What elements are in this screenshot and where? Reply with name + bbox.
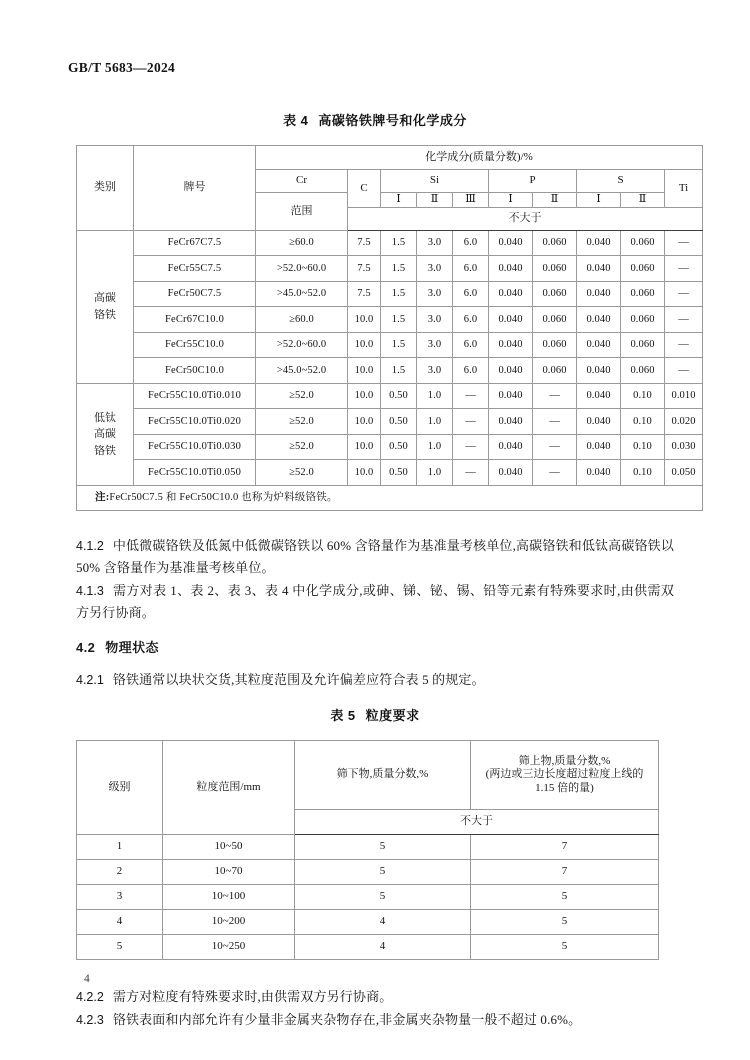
table4-th-si: Si xyxy=(381,170,489,193)
table4-row xyxy=(77,434,703,460)
table5-caption xyxy=(76,705,674,724)
table4-cell-p1: 0.040 xyxy=(489,332,533,358)
clause-4-2-1-number: 4.2.1 xyxy=(76,672,104,687)
table5-th-oversize-line2: (两边或三边长度超过粒度上线的 xyxy=(485,768,644,781)
table4-cell-p2: — xyxy=(533,434,577,460)
table4-cell-grade: FeCr67C10.0 xyxy=(134,307,256,333)
table4-cell-si3: — xyxy=(453,460,489,486)
table4-cell-c: 10.0 xyxy=(348,332,381,358)
table4-cell-si2: 3.0 xyxy=(417,230,453,256)
table4-cell-cr: >52.0~60.0 xyxy=(256,332,348,358)
table4-th-s-1: Ⅰ xyxy=(577,193,621,208)
table4-cell-ti: 0.010 xyxy=(665,383,703,409)
table5-row xyxy=(77,860,659,885)
clause-4-2-3-text: 铬铁表面和内部允许有少量非金属夹杂物存在,非金属夹杂物量一般不超过 0.6%。 xyxy=(112,1011,582,1027)
table4-cell-cr: >45.0~52.0 xyxy=(256,281,348,307)
table5-th-not-greater-than: 不大于 xyxy=(295,810,659,835)
table4-cell-si3: 6.0 xyxy=(453,256,489,282)
table4-th-si-3: Ⅲ xyxy=(453,193,489,208)
table4-row xyxy=(77,358,703,384)
table4-th-p-2: Ⅱ xyxy=(533,193,577,208)
table5-th-oversize xyxy=(471,741,659,810)
table4-cell-p2: — xyxy=(533,409,577,435)
table4-cell-si3: — xyxy=(453,409,489,435)
table4-cell-grade: FeCr67C7.5 xyxy=(134,230,256,256)
table4-cell-s2: 0.060 xyxy=(621,230,665,256)
table4-cell-si3: 6.0 xyxy=(453,358,489,384)
table4-th-cr-range: 范围 xyxy=(256,193,348,231)
table4-cell-si3: 6.0 xyxy=(453,307,489,333)
clause-4-2-3 xyxy=(76,1009,674,1032)
table5-caption-title: 粒度要求 xyxy=(365,708,420,724)
table4-cell-c: 10.0 xyxy=(348,358,381,384)
table4-cell-c: 7.5 xyxy=(348,256,381,282)
clause-4-2-2-text: 需方对粒度有特殊要求时,由供需双方另行协商。 xyxy=(112,989,393,1005)
table4-cell-grade: FeCr55C10.0Ti0.050 xyxy=(134,460,256,486)
table4-cell-cr: ≥60.0 xyxy=(256,230,348,256)
table4-cell-si2: 3.0 xyxy=(417,332,453,358)
table5-th-undersize: 筛下物,质量分数,% xyxy=(295,741,471,810)
table4-cell-cr: ≥52.0 xyxy=(256,460,348,486)
table4-row xyxy=(77,307,703,333)
table4-cell-si3: 6.0 xyxy=(453,230,489,256)
table4-cell-ti: — xyxy=(665,230,703,256)
table4-th-s-2: Ⅱ xyxy=(621,193,665,208)
table4-cell-ti: — xyxy=(665,332,703,358)
table4-header-row-1 xyxy=(77,146,703,170)
table5-cell-level: 3 xyxy=(77,885,163,910)
table4-caption-number: 表 4 xyxy=(283,113,309,128)
table4-cell-s1: 0.040 xyxy=(577,307,621,333)
table4-cell-s2: 0.060 xyxy=(621,332,665,358)
table4-row xyxy=(77,281,703,307)
table4-cell-p2: 0.060 xyxy=(533,281,577,307)
table5-cell-undersize: 5 xyxy=(295,835,471,860)
table5-row xyxy=(77,935,659,960)
table4-cell-p2: — xyxy=(533,383,577,409)
clause-4-1-3-number: 4.1.3 xyxy=(76,583,104,598)
table4-cell-ti: — xyxy=(665,256,703,282)
table4-cell-si2: 3.0 xyxy=(417,256,453,282)
table4-cell-p2: 0.060 xyxy=(533,358,577,384)
table5-cell-level: 5 xyxy=(77,935,163,960)
clause-4-1-2-text: 中低微碳铬铁及低氮中低微碳铬铁以 60% 含铬量作为基准量考核单位,高碳铬铁和低钛高碳铬铁以 50% 含铬量作为基准量考核单位。 xyxy=(76,537,674,576)
table4-th-grade: 牌号 xyxy=(134,146,256,231)
table4-th-p-1: Ⅰ xyxy=(489,193,533,208)
table4-cell-p2: 0.060 xyxy=(533,307,577,333)
table4-cell-c: 10.0 xyxy=(348,434,381,460)
table5-row xyxy=(77,885,659,910)
table4-cell-p1: 0.040 xyxy=(489,256,533,282)
clause-4-2-1-text: 铬铁通常以块状交货,其粒度范围及允许偏差应符合表 5 的规定。 xyxy=(112,671,485,687)
table4-cell-si2: 3.0 xyxy=(417,281,453,307)
table5-cell-size_range: 10~50 xyxy=(163,835,295,860)
table4-cell-s2: 0.10 xyxy=(621,434,665,460)
table5-cell-level: 4 xyxy=(77,910,163,935)
table5-cell-oversize: 7 xyxy=(471,835,659,860)
table5-caption-number: 表 5 xyxy=(330,708,356,724)
table4-cell-ti: — xyxy=(665,358,703,384)
table4-cell-s1: 0.040 xyxy=(577,460,621,486)
table4-cell-grade: FeCr50C7.5 xyxy=(134,281,256,307)
table4-cell-si3: 6.0 xyxy=(453,332,489,358)
clause-4-1-2-number: 4.1.2 xyxy=(76,538,104,553)
table4-cell-s1: 0.040 xyxy=(577,332,621,358)
table5-cell-undersize: 5 xyxy=(295,885,471,910)
table4-note: 注:FeCr50C7.5 和 FeCr50C10.0 也称为炉料级铬铁。 xyxy=(77,485,703,510)
table4-cell-si2: 3.0 xyxy=(417,307,453,333)
table4-cell-s2: 0.10 xyxy=(621,409,665,435)
table4-caption xyxy=(76,110,674,129)
table4-row xyxy=(77,409,703,435)
table4-cell-c: 10.0 xyxy=(348,460,381,486)
clause-4-2-2 xyxy=(76,986,674,1009)
clause-4-2-2-number: 4.2.2 xyxy=(76,990,104,1005)
table4-head xyxy=(77,146,703,231)
table5-cell-size_range: 10~100 xyxy=(163,885,295,910)
table4-cell-s1: 0.040 xyxy=(577,358,621,384)
table4-cell-c: 10.0 xyxy=(348,383,381,409)
table4-cell-ti: 0.030 xyxy=(665,434,703,460)
table5-cell-level: 1 xyxy=(77,835,163,860)
table4-cell-grade: FeCr55C10.0Ti0.010 xyxy=(134,383,256,409)
table5-cell-size_range: 10~70 xyxy=(163,860,295,885)
table4-cell-s2: 0.060 xyxy=(621,281,665,307)
table4-th-si-1: Ⅰ xyxy=(381,193,417,208)
table4-th-not-greater-than: 不大于 xyxy=(348,207,703,230)
table4-cell-si1: 1.5 xyxy=(381,307,417,333)
table4-cell-grade: FeCr55C7.5 xyxy=(134,256,256,282)
table4-cell-p2: 0.060 xyxy=(533,256,577,282)
table4-cell-cr: >45.0~52.0 xyxy=(256,358,348,384)
table4-row xyxy=(77,256,703,282)
table4-th-p: P xyxy=(489,170,577,193)
table4-cell-s2: 0.060 xyxy=(621,256,665,282)
clause-4-2-1 xyxy=(76,669,674,692)
table4-cell-si1: 0.50 xyxy=(381,409,417,435)
table4-cell-si3: — xyxy=(453,434,489,460)
table5-th-oversize-line1: 筛上物,质量分数,% xyxy=(518,754,611,767)
table4-cell-si1: 1.5 xyxy=(381,281,417,307)
table4-cell-si2: 1.0 xyxy=(417,383,453,409)
table4-cell-si1: 1.5 xyxy=(381,256,417,282)
table4-cell-p2: — xyxy=(533,460,577,486)
table5-size-requirements xyxy=(76,740,659,960)
table4-th-c: C xyxy=(348,170,381,208)
table5-row xyxy=(77,910,659,935)
clause-4-2-title: 物理状态 xyxy=(105,639,159,655)
table5-cell-undersize: 4 xyxy=(295,910,471,935)
table5-cell-size_range: 10~250 xyxy=(163,935,295,960)
table4-cell-p2: 0.060 xyxy=(533,230,577,256)
table4-cell-s1: 0.040 xyxy=(577,409,621,435)
table4-cell-s1: 0.040 xyxy=(577,434,621,460)
table4-cell-s1: 0.040 xyxy=(577,230,621,256)
table4-cell-si2: 1.0 xyxy=(417,409,453,435)
clause-4-1-3 xyxy=(76,580,674,625)
table4-cell-p1: 0.040 xyxy=(489,460,533,486)
table4-th-si-2: Ⅱ xyxy=(417,193,453,208)
table4-category-cell: 高碳 铬铁 xyxy=(77,230,134,383)
table4-cell-si3: — xyxy=(453,383,489,409)
table5-header-row-1 xyxy=(77,741,659,810)
table5-cell-oversize: 5 xyxy=(471,935,659,960)
table4-row xyxy=(77,230,703,256)
table4-cell-p1: 0.040 xyxy=(489,409,533,435)
table4-cell-s2: 0.060 xyxy=(621,358,665,384)
table4-th-category: 类别 xyxy=(77,146,134,231)
table4-cell-s2: 0.10 xyxy=(621,383,665,409)
table4-cell-grade: FeCr55C10.0Ti0.030 xyxy=(134,434,256,460)
table4-cell-p2: 0.060 xyxy=(533,332,577,358)
table4-category-cell: 低钛 高碳 铬铁 xyxy=(77,383,134,485)
table4-cell-c: 10.0 xyxy=(348,307,381,333)
table5-body xyxy=(77,835,659,960)
clause-4-2-heading xyxy=(76,637,674,659)
table4-cell-cr: >52.0~60.0 xyxy=(256,256,348,282)
table4-cell-ti: 0.050 xyxy=(665,460,703,486)
table4-cell-si2: 3.0 xyxy=(417,358,453,384)
table4-note-row xyxy=(77,485,703,510)
table5-head xyxy=(77,741,659,835)
table5-cell-undersize: 5 xyxy=(295,860,471,885)
table5-th-level: 级别 xyxy=(77,741,163,835)
table4-cell-cr: ≥60.0 xyxy=(256,307,348,333)
table4-cell-cr: ≥52.0 xyxy=(256,409,348,435)
table4-cell-cr: ≥52.0 xyxy=(256,383,348,409)
table4-cell-si1: 0.50 xyxy=(381,383,417,409)
table4-row xyxy=(77,332,703,358)
table4-cell-si1: 0.50 xyxy=(381,460,417,486)
clause-4-1-3-text: 需方对表 1、表 2、表 3、表 4 中化学成分,或砷、锑、铋、锡、铅等元素有特殊要求时,由供需双方另行协商。 xyxy=(76,582,674,621)
clause-4-2-3-number: 4.2.3 xyxy=(76,1012,104,1027)
table4-cell-ti: — xyxy=(665,307,703,333)
table4-cell-si1: 1.5 xyxy=(381,230,417,256)
table4-cell-c: 7.5 xyxy=(348,281,381,307)
table4-cell-si1: 0.50 xyxy=(381,434,417,460)
table4-cell-s1: 0.040 xyxy=(577,281,621,307)
table4-cell-grade: FeCr55C10.0Ti0.020 xyxy=(134,409,256,435)
table4-cell-ti: 0.020 xyxy=(665,409,703,435)
table5-th-size-range: 粒度范围/mm xyxy=(163,741,295,835)
table4-body xyxy=(77,230,703,510)
table5-cell-oversize: 7 xyxy=(471,860,659,885)
table4-cell-si2: 1.0 xyxy=(417,460,453,486)
table4-cell-p1: 0.040 xyxy=(489,307,533,333)
table4-cell-s1: 0.040 xyxy=(577,383,621,409)
table5-th-oversize-line3: 1.15 倍的量) xyxy=(535,782,594,795)
table4-cell-p1: 0.040 xyxy=(489,358,533,384)
table4-cell-p1: 0.040 xyxy=(489,383,533,409)
clause-4-1-2 xyxy=(76,535,674,580)
table4-high-carbon-ferrochrome xyxy=(76,145,703,511)
table4-cell-p1: 0.040 xyxy=(489,230,533,256)
table4-cell-cr: ≥52.0 xyxy=(256,434,348,460)
table4-th-s: S xyxy=(577,170,665,193)
table4-cell-p1: 0.040 xyxy=(489,434,533,460)
table4-cell-s2: 0.060 xyxy=(621,307,665,333)
table4-cell-s1: 0.040 xyxy=(577,256,621,282)
table4-cell-si1: 1.5 xyxy=(381,358,417,384)
clause-4-2-number: 4.2 xyxy=(76,639,96,655)
table4-cell-grade: FeCr50C10.0 xyxy=(134,358,256,384)
table4-cell-si2: 1.0 xyxy=(417,434,453,460)
table5-cell-size_range: 10~200 xyxy=(163,910,295,935)
table4-cell-si3: 6.0 xyxy=(453,281,489,307)
table4-th-ti: Ti xyxy=(665,170,703,208)
page-number: 4 xyxy=(84,973,90,985)
running-header: GB/T 5683—2024 xyxy=(68,60,176,75)
table4-th-cr: Cr xyxy=(256,170,348,193)
table4-cell-c: 7.5 xyxy=(348,230,381,256)
table4-th-composition: 化学成分(质量分数)/% xyxy=(256,146,703,170)
table5-cell-oversize: 5 xyxy=(471,910,659,935)
table5-cell-level: 2 xyxy=(77,860,163,885)
table5-row xyxy=(77,835,659,860)
table5-cell-oversize: 5 xyxy=(471,885,659,910)
table4-cell-ti: — xyxy=(665,281,703,307)
table4-row xyxy=(77,460,703,486)
table4-cell-grade: FeCr55C10.0 xyxy=(134,332,256,358)
table4-caption-title: 高碳铬铁牌号和化学成分 xyxy=(318,113,467,128)
table4-cell-p1: 0.040 xyxy=(489,281,533,307)
table4-cell-c: 10.0 xyxy=(348,409,381,435)
table4-cell-s2: 0.10 xyxy=(621,460,665,486)
table4-row xyxy=(77,383,703,409)
table5-cell-undersize: 4 xyxy=(295,935,471,960)
table4-cell-si1: 1.5 xyxy=(381,332,417,358)
